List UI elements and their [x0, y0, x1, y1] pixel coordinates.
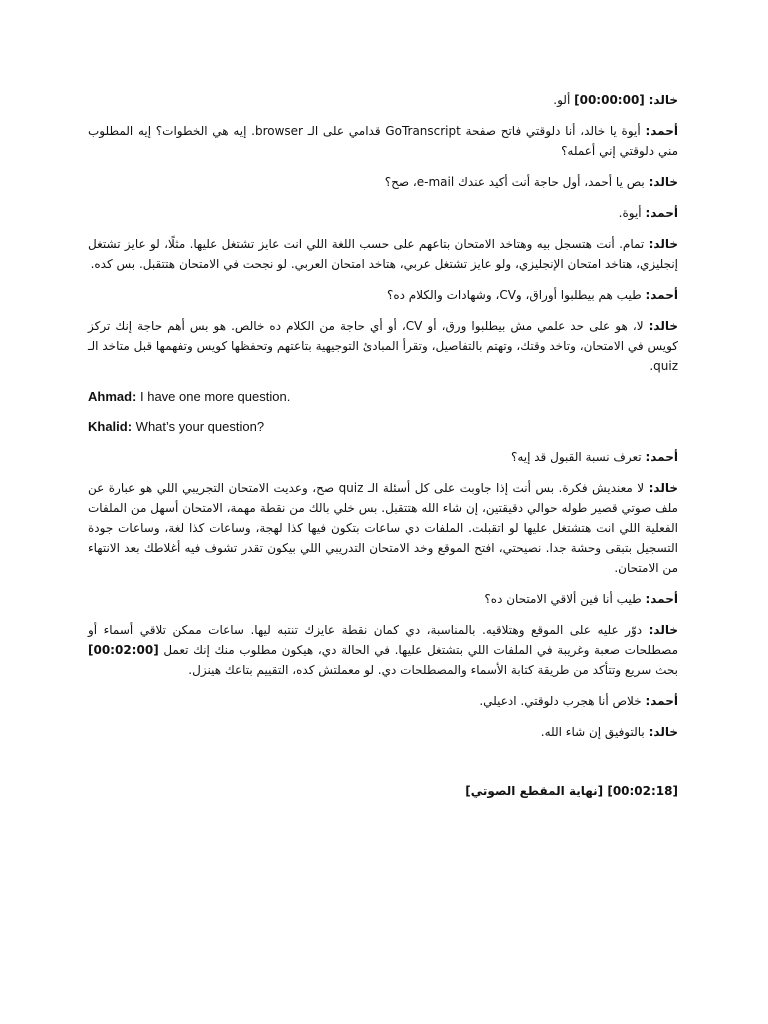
line-text: بالتوفيق إن شاء الله.: [540, 725, 645, 739]
line-text: أيوة.: [618, 206, 642, 220]
line-text: طيب هم بيطلبوا أوراق، وCV، وشهادات والكلام ده؟: [386, 288, 642, 302]
speaker-label: أحمد:: [645, 288, 678, 302]
line-text: خلاص أنا هجرب دلوقتي. ادعيلي.: [479, 694, 642, 708]
transcript-line: [88, 589, 678, 609]
transcript-line: [88, 203, 678, 223]
transcript-line: [88, 447, 678, 467]
line-text: ألو.: [553, 93, 575, 107]
line-text: لا معنديش فكرة. بس أنت إذا جاوبت على كل أسئلة الـ quiz صح، وعديت الامتحان التجريبي اللي هو عبارة عن ملف صوتي قصير طوله حوالي دقيقتين، إن شاء الله هتتقبل. بس خلي بالك من نقطة مهمة، الامتحان أسهل من الملفات الفعلية اللي انت هتشتغل عليها لو اتقبلت. الملفات دي ساعات بتكون فيها كذا لهجة، وساعات كذا لغة، وساعات جودة التسجيل بتبقى وحشة جدا. نصيحتي، افتح الموقع وخد الامتحان التدريبي اللي بيكون تقدر تشوف فيه أغلاطك بعد الانتهاء من الامتحان.: [88, 481, 678, 575]
line-text: بص يا أحمد، أول حاجة أنت أكيد عندك e-mail، صح؟: [384, 175, 645, 189]
speaker-label: خالد:: [648, 481, 679, 495]
transcript-line: [88, 620, 678, 680]
line-text: تمام. أنت هتسجل بيه وهتاخد الامتحان بتاعهم على حسب اللغة اللي انت عايز تشتغل عليها. مثلًا، لو عايز تشتغل إنجليزي، هتاخد امتحان الإنجليزي، ولو عايز تشتغل عربي، هتاخد امتحان العربي. لو نجحت في الامتحان هتتقبل. بس كده.: [88, 237, 678, 271]
transcript-body: [88, 90, 678, 801]
timestamp: [00:02:00]: [88, 643, 159, 657]
line-text: أيوة يا خالد، أنا دلوقتي فاتح صفحة GoTranscript قدامي على الـ browser. إيه هي الخطوات؟ إيه المطلوب مني دلوقتي إني أعمله؟: [88, 124, 678, 158]
line-text: طيب أنا فين ألاقي الامتحان ده؟: [484, 592, 642, 606]
speaker-label: خالد:: [648, 237, 678, 251]
speaker-label: خالد:: [648, 725, 678, 739]
speaker-label: أحمد:: [645, 450, 678, 464]
speaker-label: أحمد:: [645, 694, 678, 708]
transcript-line: [88, 172, 678, 192]
line-text: لا، هو على حد علمي مش بيطلبوا ورق، أو CV، أو أي حاجة من الكلام ده خالص. هو بس أهم حاجة إنك تركز كويس في الامتحان، وتاخد وقتك، وتهتم بالتفاصيل، وتقرأ المبادئ التوجيهية بتاعتهم وتحفظها كويس وتفهمها قبل متاخد الـ quiz.: [88, 319, 678, 373]
transcript-line: [88, 316, 678, 376]
speaker-label: خالد:: [648, 93, 678, 107]
spacer: [88, 753, 678, 781]
timestamp: [00:00:00]: [574, 93, 645, 107]
speaker-label: Khalid:: [88, 419, 133, 434]
line-text: I have one more question.: [136, 389, 291, 404]
speaker-label: خالد:: [648, 623, 678, 637]
speaker-label: Ahmad:: [88, 389, 137, 404]
end-of-audio-marker: [00:02:18] [نهاية المقطع الصوتي]: [465, 784, 678, 798]
transcript-line: [88, 691, 678, 711]
transcript-line-english: [88, 387, 678, 407]
line-text: تعرف نسبة القبول قد إيه؟: [510, 450, 642, 464]
transcript-line: [88, 121, 678, 161]
transcript-line: [88, 285, 678, 305]
transcript-line: [88, 234, 678, 274]
line-text: دوّر عليه على الموقع وهتلاقيه. بالمناسبة، دي كمان نقطة عايزك تنتبه ليها. ساعات ممكن تلاقي أسماء أو مصطلحات صعبة وغريبة في الملفات اللي بتشتغل عليها. في الحالة دي، هيكون مطلوب منك إنك تعمل: [88, 623, 678, 657]
transcript-line: [88, 722, 678, 742]
line-text: What’s your question?: [132, 419, 265, 434]
speaker-label: أحمد:: [645, 592, 678, 606]
transcript-line: [88, 478, 678, 578]
speaker-label: خالد:: [648, 319, 679, 333]
speaker-label: أحمد:: [645, 124, 678, 138]
transcript-line: [88, 90, 678, 110]
line-text-continued: بحث سريع وتتأكد من طريقة كتابة الأسماء والمصطلحات دي. لو معملتش كده، التقييم بتاعك هينزل.: [188, 663, 678, 677]
speaker-label: أحمد:: [645, 206, 678, 220]
transcript-line-english: [88, 417, 678, 437]
speaker-label: خالد:: [648, 175, 678, 189]
